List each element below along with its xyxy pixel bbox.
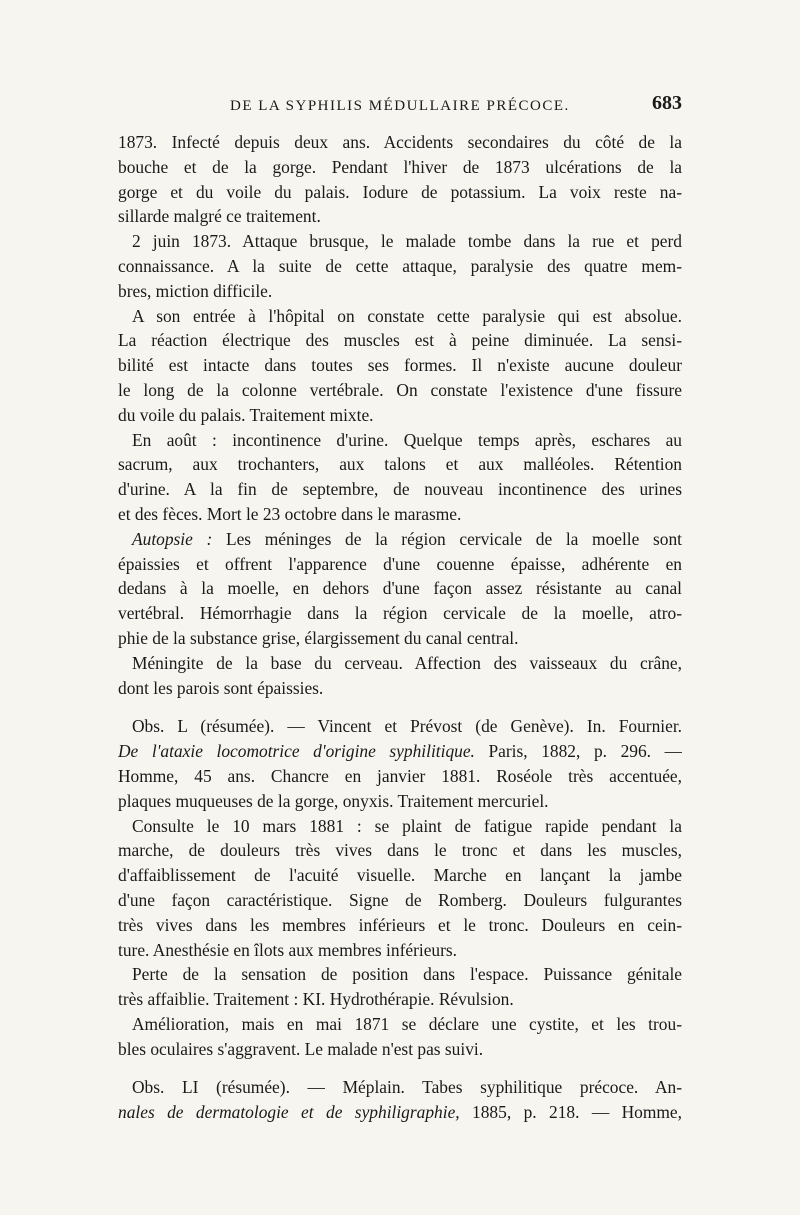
- text-line: Consulte le 10 mars 1881 : se plaint de fatigue rapide pendant la: [132, 815, 682, 836]
- text-line: et des fèces. Mort le 23 octobre dans le marasme.: [118, 503, 462, 524]
- text-line: 1873. Infecté depuis deux ans. Accidents secondaires du côté de la: [118, 132, 682, 152]
- text-line: Homme, 45 ans. Chancre en janvier 1881. Roséole très accentuée,: [118, 765, 682, 786]
- text-line: Obs. LI (résumée). — Méplain. Tabes syphilitique précoce. An-: [132, 1077, 682, 1098]
- text-line: d'urine. A la fin de septembre, de nouveau incontinence des urines: [118, 479, 682, 500]
- reference-title: De l'ataxie locomotrice d'origine syphilitique.: [118, 741, 475, 762]
- text-line: phie de la substance grise, élargissement du canal central.: [118, 627, 519, 648]
- text-line: d'une façon caractéristique. Signe de Romberg. Douleurs fulgurantes: [118, 889, 682, 910]
- text-line: sillarde malgré ce traitement.: [118, 206, 321, 227]
- text-line: Perte de la sensation de position dans l'espace. Puissance génitale: [132, 964, 682, 985]
- text-line: sacrum, aux trochanters, aux talons et aux malléoles. Rétention: [118, 454, 682, 475]
- text-line: plaques muqueuses de la gorge, onyxis. Traitement mercuriel.: [118, 790, 549, 811]
- text-line: ture. Anesthésie en îlots aux membres inférieurs.: [118, 939, 458, 960]
- body-text: [118, 130, 682, 1125]
- text-line: marche, de douleurs très vives dans le tronc et dans les muscles,: [118, 840, 682, 861]
- reference-details: 1885, p. 218. — Homme,: [459, 1102, 682, 1123]
- text-line: gorge et du voile du palais. Iodure de potassium. La voix reste na-: [118, 181, 682, 202]
- text-line: épaissies et offrent l'apparence d'une couenne épaisse, adhérente en: [118, 553, 682, 574]
- text-line: Obs. L (résumée). — Vincent et Prévost (de Genève). In. Fournier.: [132, 716, 682, 737]
- text-line: du voile du palais. Traitement mixte.: [118, 404, 374, 425]
- text-line: [118, 527, 682, 552]
- page-number: 683: [652, 92, 682, 114]
- text-line: très vives dans les membres inférieurs et le tronc. Douleurs en cein-: [118, 914, 682, 935]
- text-line: très affaiblie. Traitement : KI. Hydrothérapie. Révulsion.: [118, 989, 514, 1010]
- text-line: Méningite de la base du cerveau. Affection des vaisseaux du crâne,: [132, 652, 682, 673]
- section-gap: [118, 1061, 682, 1075]
- text-line: bouche et de la gorge. Pendant l'hiver de 1873 ulcérations de la: [118, 156, 682, 177]
- text-line: connaissance. A la suite de cette attaque, paralysie des quatre mem-: [118, 255, 682, 276]
- text-line: La réaction électrique des muscles est à peine diminuée. La sensi-: [118, 330, 682, 351]
- text-line: dedans à la moelle, en dehors d'une façon assez résistante au canal: [118, 578, 682, 599]
- text-line: En août : incontinence d'urine. Quelque temps après, eschares au: [132, 429, 682, 450]
- autopsy-text: Les méninges de la région cervicale de la moelle sont: [212, 528, 682, 549]
- text-line: bilité est intacte dans toutes ses formes. Il n'existe aucune douleur: [118, 355, 682, 376]
- running-title: DE LA SYPHILIS MÉDULLAIRE PRÉCOCE.: [230, 98, 570, 114]
- page-header: [118, 92, 682, 122]
- autopsy-label: Autopsie :: [132, 528, 213, 549]
- text-line: Amélioration, mais en mai 1871 se déclare une cystite, et les trou-: [132, 1013, 682, 1034]
- text-line: [118, 739, 682, 764]
- text-line: A son entrée à l'hôpital on constate cette paralysie qui est absolue.: [132, 305, 682, 326]
- section-gap: [118, 700, 682, 714]
- reference-details: Paris, 1882, p. 296. —: [474, 741, 682, 762]
- text-line: [118, 1100, 682, 1125]
- text-line: le long de la colonne vertébrale. On constate l'existence d'une fissure: [118, 379, 682, 400]
- text-line: vertébral. Hémorrhagie dans la région cervicale de la moelle, atro-: [118, 603, 682, 624]
- text-line: dont les parois sont épaissies.: [118, 677, 324, 698]
- text-line: d'affaiblissement de l'acuité visuelle. Marche en lançant la jambe: [118, 865, 682, 886]
- reference-title: nales de dermatologie et de syphiligraphie,: [118, 1102, 460, 1123]
- text-line: bres, miction difficile.: [118, 280, 273, 301]
- text-line: bles oculaires s'aggravent. Le malade n'est pas suivi.: [118, 1038, 484, 1059]
- text-line: 2 juin 1873. Attaque brusque, le malade tombe dans la rue et perd: [132, 231, 682, 252]
